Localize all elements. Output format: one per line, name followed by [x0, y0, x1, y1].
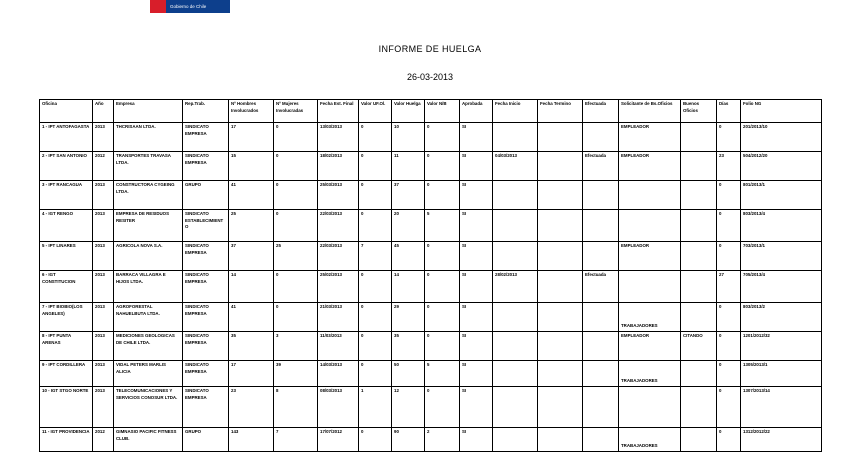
table-cell: 0 — [425, 387, 460, 428]
table-cell — [583, 428, 619, 452]
table-cell — [583, 123, 619, 152]
table-cell: SI — [460, 152, 493, 181]
table-cell: 1307/2013/14 — [741, 387, 822, 428]
table-cell — [681, 123, 717, 152]
table-cell: 504/2012/20 — [741, 152, 822, 181]
table-cell: AGROFORESTAL NAHUELBUTA LTDA. — [114, 303, 183, 332]
table-cell: 90 — [392, 428, 425, 452]
table-cell: 0 — [717, 387, 741, 428]
table-cell: 0 — [274, 271, 318, 303]
table-cell: 15 — [229, 152, 274, 181]
table-cell — [493, 361, 538, 387]
table-cell: 1 — [359, 387, 392, 428]
table-cell: 0 — [425, 303, 460, 332]
column-header: Año — [93, 100, 114, 123]
table-cell: 5 - IPT LINARES — [40, 242, 93, 271]
table-cell: 705/2013/4 — [741, 271, 822, 303]
table-row — [40, 361, 822, 387]
table-cell: Efectuada — [583, 152, 619, 181]
table-cell — [538, 361, 583, 387]
table-cell — [538, 332, 583, 361]
table-cell: EMPRESA DE RESIDUOS RESITER — [114, 210, 183, 242]
table-row — [40, 181, 822, 210]
table-cell: 0 — [717, 242, 741, 271]
table-cell — [538, 210, 583, 242]
table-row — [40, 387, 822, 428]
table-body — [40, 123, 822, 452]
table-cell: 14 — [229, 271, 274, 303]
table-cell: 0 — [717, 303, 741, 332]
table-cell: SINDICATO EMPRESA — [183, 361, 229, 387]
table-cell: 0 — [717, 210, 741, 242]
table-cell — [583, 303, 619, 332]
table-cell: 11 - IGT PROVIDENCIA — [40, 428, 93, 452]
table-cell — [681, 428, 717, 452]
table-cell — [681, 152, 717, 181]
table-cell: 0 — [425, 271, 460, 303]
table-cell — [493, 428, 538, 452]
table-cell: 201/2013/10 — [741, 123, 822, 152]
table-cell: 2013 — [93, 242, 114, 271]
table-cell: TRANSPORTES TRAVASA LTDA. — [114, 152, 183, 181]
table-cell — [538, 428, 583, 452]
table-cell: 04/03/2013 — [493, 152, 538, 181]
table-cell: 0 — [359, 361, 392, 387]
table-cell — [619, 271, 681, 303]
table-cell: 1 - IPT ANTOFAGASTA — [40, 123, 93, 152]
table-cell: 0 — [717, 361, 741, 387]
table-cell: 22/03/2013 — [318, 210, 359, 242]
column-header: Fecha Termino — [538, 100, 583, 123]
table-cell: 7 — [274, 428, 318, 452]
table-cell: 703/2013/1 — [741, 242, 822, 271]
table-cell — [493, 242, 538, 271]
table-cell — [493, 210, 538, 242]
table-cell: 7 — [359, 242, 392, 271]
table-cell — [493, 181, 538, 210]
column-header: Valor N/B — [425, 100, 460, 123]
table-cell: 803/2013/2 — [741, 303, 822, 332]
table-row — [40, 428, 822, 452]
table-cell: 0 — [425, 123, 460, 152]
table-cell — [583, 210, 619, 242]
table-cell: 0 — [359, 152, 392, 181]
table-cell: 3 — [274, 332, 318, 361]
table-cell: SI — [460, 303, 493, 332]
table-cell: 8 — [274, 387, 318, 428]
table-cell — [681, 387, 717, 428]
table-cell: 0 — [359, 123, 392, 152]
table-cell: 9 - IPT CORDILLERA — [40, 361, 93, 387]
table-cell: 37 — [392, 181, 425, 210]
table-cell: SI — [460, 123, 493, 152]
table-cell: 50 — [392, 361, 425, 387]
table-cell: 25 — [229, 210, 274, 242]
table-cell: 0 — [425, 181, 460, 210]
table-row — [40, 152, 822, 181]
table-cell: 20 — [392, 210, 425, 242]
column-header: Buenos Oficios — [681, 100, 717, 123]
table-cell — [538, 242, 583, 271]
table-cell: 0 — [717, 428, 741, 452]
table-cell: TRABAJADORES — [619, 303, 681, 332]
table-row — [40, 303, 822, 332]
table-cell: 25/02/2013 — [318, 271, 359, 303]
table-cell — [583, 361, 619, 387]
table-cell — [493, 123, 538, 152]
table-cell — [619, 210, 681, 242]
table-cell: 45 — [392, 242, 425, 271]
table-cell: 2013 — [93, 332, 114, 361]
table-cell: 0 — [274, 210, 318, 242]
table-cell: 17/07/2012 — [318, 428, 359, 452]
table-row — [40, 242, 822, 271]
table-cell: 35 — [229, 332, 274, 361]
column-header: Oficina — [40, 100, 93, 123]
table-cell — [681, 361, 717, 387]
report-title: INFORME DE HUELGA — [378, 44, 482, 54]
table-cell — [681, 242, 717, 271]
column-header: Solicitante de Bs.Oficios — [619, 100, 681, 123]
table-cell: SINDICATO EMPRESA — [183, 152, 229, 181]
column-header: Rep.Trab. — [183, 100, 229, 123]
column-header: Valor UF.Ol. — [359, 100, 392, 123]
table-cell: 2013 — [93, 271, 114, 303]
table-cell: SINDICATO EMPRESA — [183, 271, 229, 303]
table-cell: 4 - IGT RENGO — [40, 210, 93, 242]
table-cell: 6 - IGT CONSTITUCION — [40, 271, 93, 303]
table-cell — [681, 181, 717, 210]
table-cell: 12 — [392, 387, 425, 428]
table-cell: SI — [460, 428, 493, 452]
table-cell: SINDICATO EMPRESA — [183, 123, 229, 152]
table-cell: 37 — [229, 242, 274, 271]
table-cell — [681, 210, 717, 242]
table-cell: 0 — [274, 303, 318, 332]
logo-caption: Gobierno de Chile — [170, 4, 207, 9]
table-cell: VIDAL PETERS MARLIS ALICIA — [114, 361, 183, 387]
table-cell: TRABAJADORES — [619, 428, 681, 452]
table-cell: 8 - IPT PUNTA ARENAS — [40, 332, 93, 361]
table-cell: EMPLEADOR — [619, 123, 681, 152]
table-cell: 23 — [717, 152, 741, 181]
table-cell — [493, 332, 538, 361]
table-row — [40, 210, 822, 242]
table-cell: 803/2013/4 — [741, 210, 822, 242]
table-cell: 0 — [425, 332, 460, 361]
table-cell: 2013 — [93, 123, 114, 152]
table-cell: THCRISAAN LTDA. — [114, 123, 183, 152]
table-cell: 22/03/2013 — [318, 242, 359, 271]
table-cell: 0 — [717, 332, 741, 361]
table-cell: 2013 — [93, 210, 114, 242]
table-cell: SI — [460, 361, 493, 387]
table-cell — [538, 303, 583, 332]
table-cell: 17 — [229, 361, 274, 387]
table-cell — [538, 152, 583, 181]
table-cell: SI — [460, 271, 493, 303]
column-header: Empresa — [114, 100, 183, 123]
table-cell: 5 — [425, 210, 460, 242]
table-cell: 143 — [229, 428, 274, 452]
table-cell: 5 — [425, 361, 460, 387]
table-cell: 0 — [425, 152, 460, 181]
table-cell: 23 — [229, 387, 274, 428]
table-cell: 801/2013/1 — [741, 181, 822, 210]
table-cell: 41 — [229, 303, 274, 332]
table-cell: SINDICATO EMPRESA — [183, 303, 229, 332]
table-cell: 0 — [274, 152, 318, 181]
table-cell: 10 — [392, 123, 425, 152]
table-cell: 0 — [425, 242, 460, 271]
table-cell — [583, 332, 619, 361]
table-row — [40, 123, 822, 152]
table-cell: 13/03/2013 — [318, 123, 359, 152]
table-cell — [538, 181, 583, 210]
table-cell: EMPLEADOR — [619, 332, 681, 361]
table-cell: GRUPO — [183, 181, 229, 210]
table-cell: SINDICATO ESTABLECIMIENTO — [183, 210, 229, 242]
table-cell: 0 — [274, 181, 318, 210]
table-cell: TRABAJADORES — [619, 361, 681, 387]
table-cell: 21/03/2013 — [318, 303, 359, 332]
column-header: Aprobada — [460, 100, 493, 123]
table-cell: SI — [460, 332, 493, 361]
table-cell: 41 — [229, 181, 274, 210]
table-cell: 25/03/2013 — [318, 181, 359, 210]
table-cell: 3 - IPT RANCAGUA — [40, 181, 93, 210]
table-cell: 11 — [392, 152, 425, 181]
table-cell: SINDICATO EMPRESA — [183, 387, 229, 428]
table-row — [40, 332, 822, 361]
table-cell: 2013 — [93, 361, 114, 387]
table-cell: 7 - IPT BIOBIO(LOS ANGELES) — [40, 303, 93, 332]
table-cell — [538, 271, 583, 303]
table-cell — [583, 181, 619, 210]
table-cell: 27 — [717, 271, 741, 303]
table-cell: EMPLEADOR — [619, 242, 681, 271]
table-cell: SI — [460, 387, 493, 428]
table-cell: 1201/2012/32 — [741, 332, 822, 361]
table-cell: 11/03/2013 — [318, 332, 359, 361]
table-cell: SINDICATO EMPRESA — [183, 242, 229, 271]
table-cell: 0 — [359, 428, 392, 452]
table-cell: 10 - IGT STGO NORTE — [40, 387, 93, 428]
table-cell: 2013 — [93, 387, 114, 428]
table-cell: 2 — [425, 428, 460, 452]
table-cell — [583, 387, 619, 428]
table-cell: 0 — [359, 332, 392, 361]
table-cell: 0 — [359, 303, 392, 332]
table-header-row — [40, 100, 822, 123]
table-row — [40, 271, 822, 303]
table-cell: MEDICIONES GEOLOGICAS DE CHILE LTDA. — [114, 332, 183, 361]
table-cell: 35 — [392, 332, 425, 361]
table-cell: 18/02/2013 — [318, 152, 359, 181]
table-cell: EMPLEADOR — [619, 152, 681, 181]
table-cell: SI — [460, 210, 493, 242]
column-header: Fecha Est. Final — [318, 100, 359, 123]
table-cell — [538, 387, 583, 428]
column-header: Valor Huelga — [392, 100, 425, 123]
table-cell: 0 — [717, 123, 741, 152]
table-cell: SI — [460, 242, 493, 271]
table-cell: 28/02/2013 — [493, 271, 538, 303]
column-header: Nº Hombres Involucrados — [229, 100, 274, 123]
table-cell: 0 — [359, 271, 392, 303]
table-cell: 0 — [274, 123, 318, 152]
table-cell: 0 — [717, 181, 741, 210]
table-cell: 08/03/2013 — [318, 387, 359, 428]
table-cell: 2 - IPT SAN ANTONIO — [40, 152, 93, 181]
table-cell: 2012 — [93, 428, 114, 452]
column-header: Folio NG — [741, 100, 822, 123]
table-cell: GRUPO — [183, 428, 229, 452]
strike-report-table — [39, 99, 822, 452]
table-cell — [681, 271, 717, 303]
table-cell: SINDICATO EMPRESA — [183, 332, 229, 361]
table-cell — [538, 123, 583, 152]
table-cell: 25 — [274, 242, 318, 271]
table-cell: 39 — [274, 361, 318, 387]
table-cell: 29 — [392, 303, 425, 332]
table-cell: GIMNASIO PACIFIC FITNESS CLUB. — [114, 428, 183, 452]
table-cell — [619, 387, 681, 428]
table-cell: CONSTRUCTORA CYGEING LTDA. — [114, 181, 183, 210]
table-cell: 1312/2012/22 — [741, 428, 822, 452]
column-header: Efectuada — [583, 100, 619, 123]
table-cell — [619, 181, 681, 210]
table-cell: 0 — [359, 181, 392, 210]
column-header: Fecha Inicio — [493, 100, 538, 123]
table-cell: CITANDO — [681, 332, 717, 361]
table-cell: 17 — [229, 123, 274, 152]
column-header: Nº Mujeres Involucradas — [274, 100, 318, 123]
gobierno-logo — [150, 0, 230, 13]
table-cell: BARRACA VILLAGRA E HIJOS LTDA. — [114, 271, 183, 303]
logo-red-block — [150, 0, 166, 13]
table-cell — [681, 303, 717, 332]
table-cell: AGRICOLA NOVA S.A. — [114, 242, 183, 271]
table-cell — [493, 303, 538, 332]
table-cell: 14/03/2013 — [318, 361, 359, 387]
table-cell: TELECOMUNICACIONES Y SERVICIOS CONOSUR LTDA. — [114, 387, 183, 428]
report-date: 26-03-2013 — [406, 72, 454, 82]
table-cell: SI — [460, 181, 493, 210]
table-cell: Efectuada — [583, 271, 619, 303]
table-cell — [583, 242, 619, 271]
table-cell: 2013 — [93, 303, 114, 332]
column-header: Días — [717, 100, 741, 123]
table-cell: 0 — [359, 210, 392, 242]
table-cell: 1305/2013/1 — [741, 361, 822, 387]
table-cell: 2012 — [93, 152, 114, 181]
table-cell: 14 — [392, 271, 425, 303]
table-cell: 2013 — [93, 181, 114, 210]
table-cell — [493, 387, 538, 428]
